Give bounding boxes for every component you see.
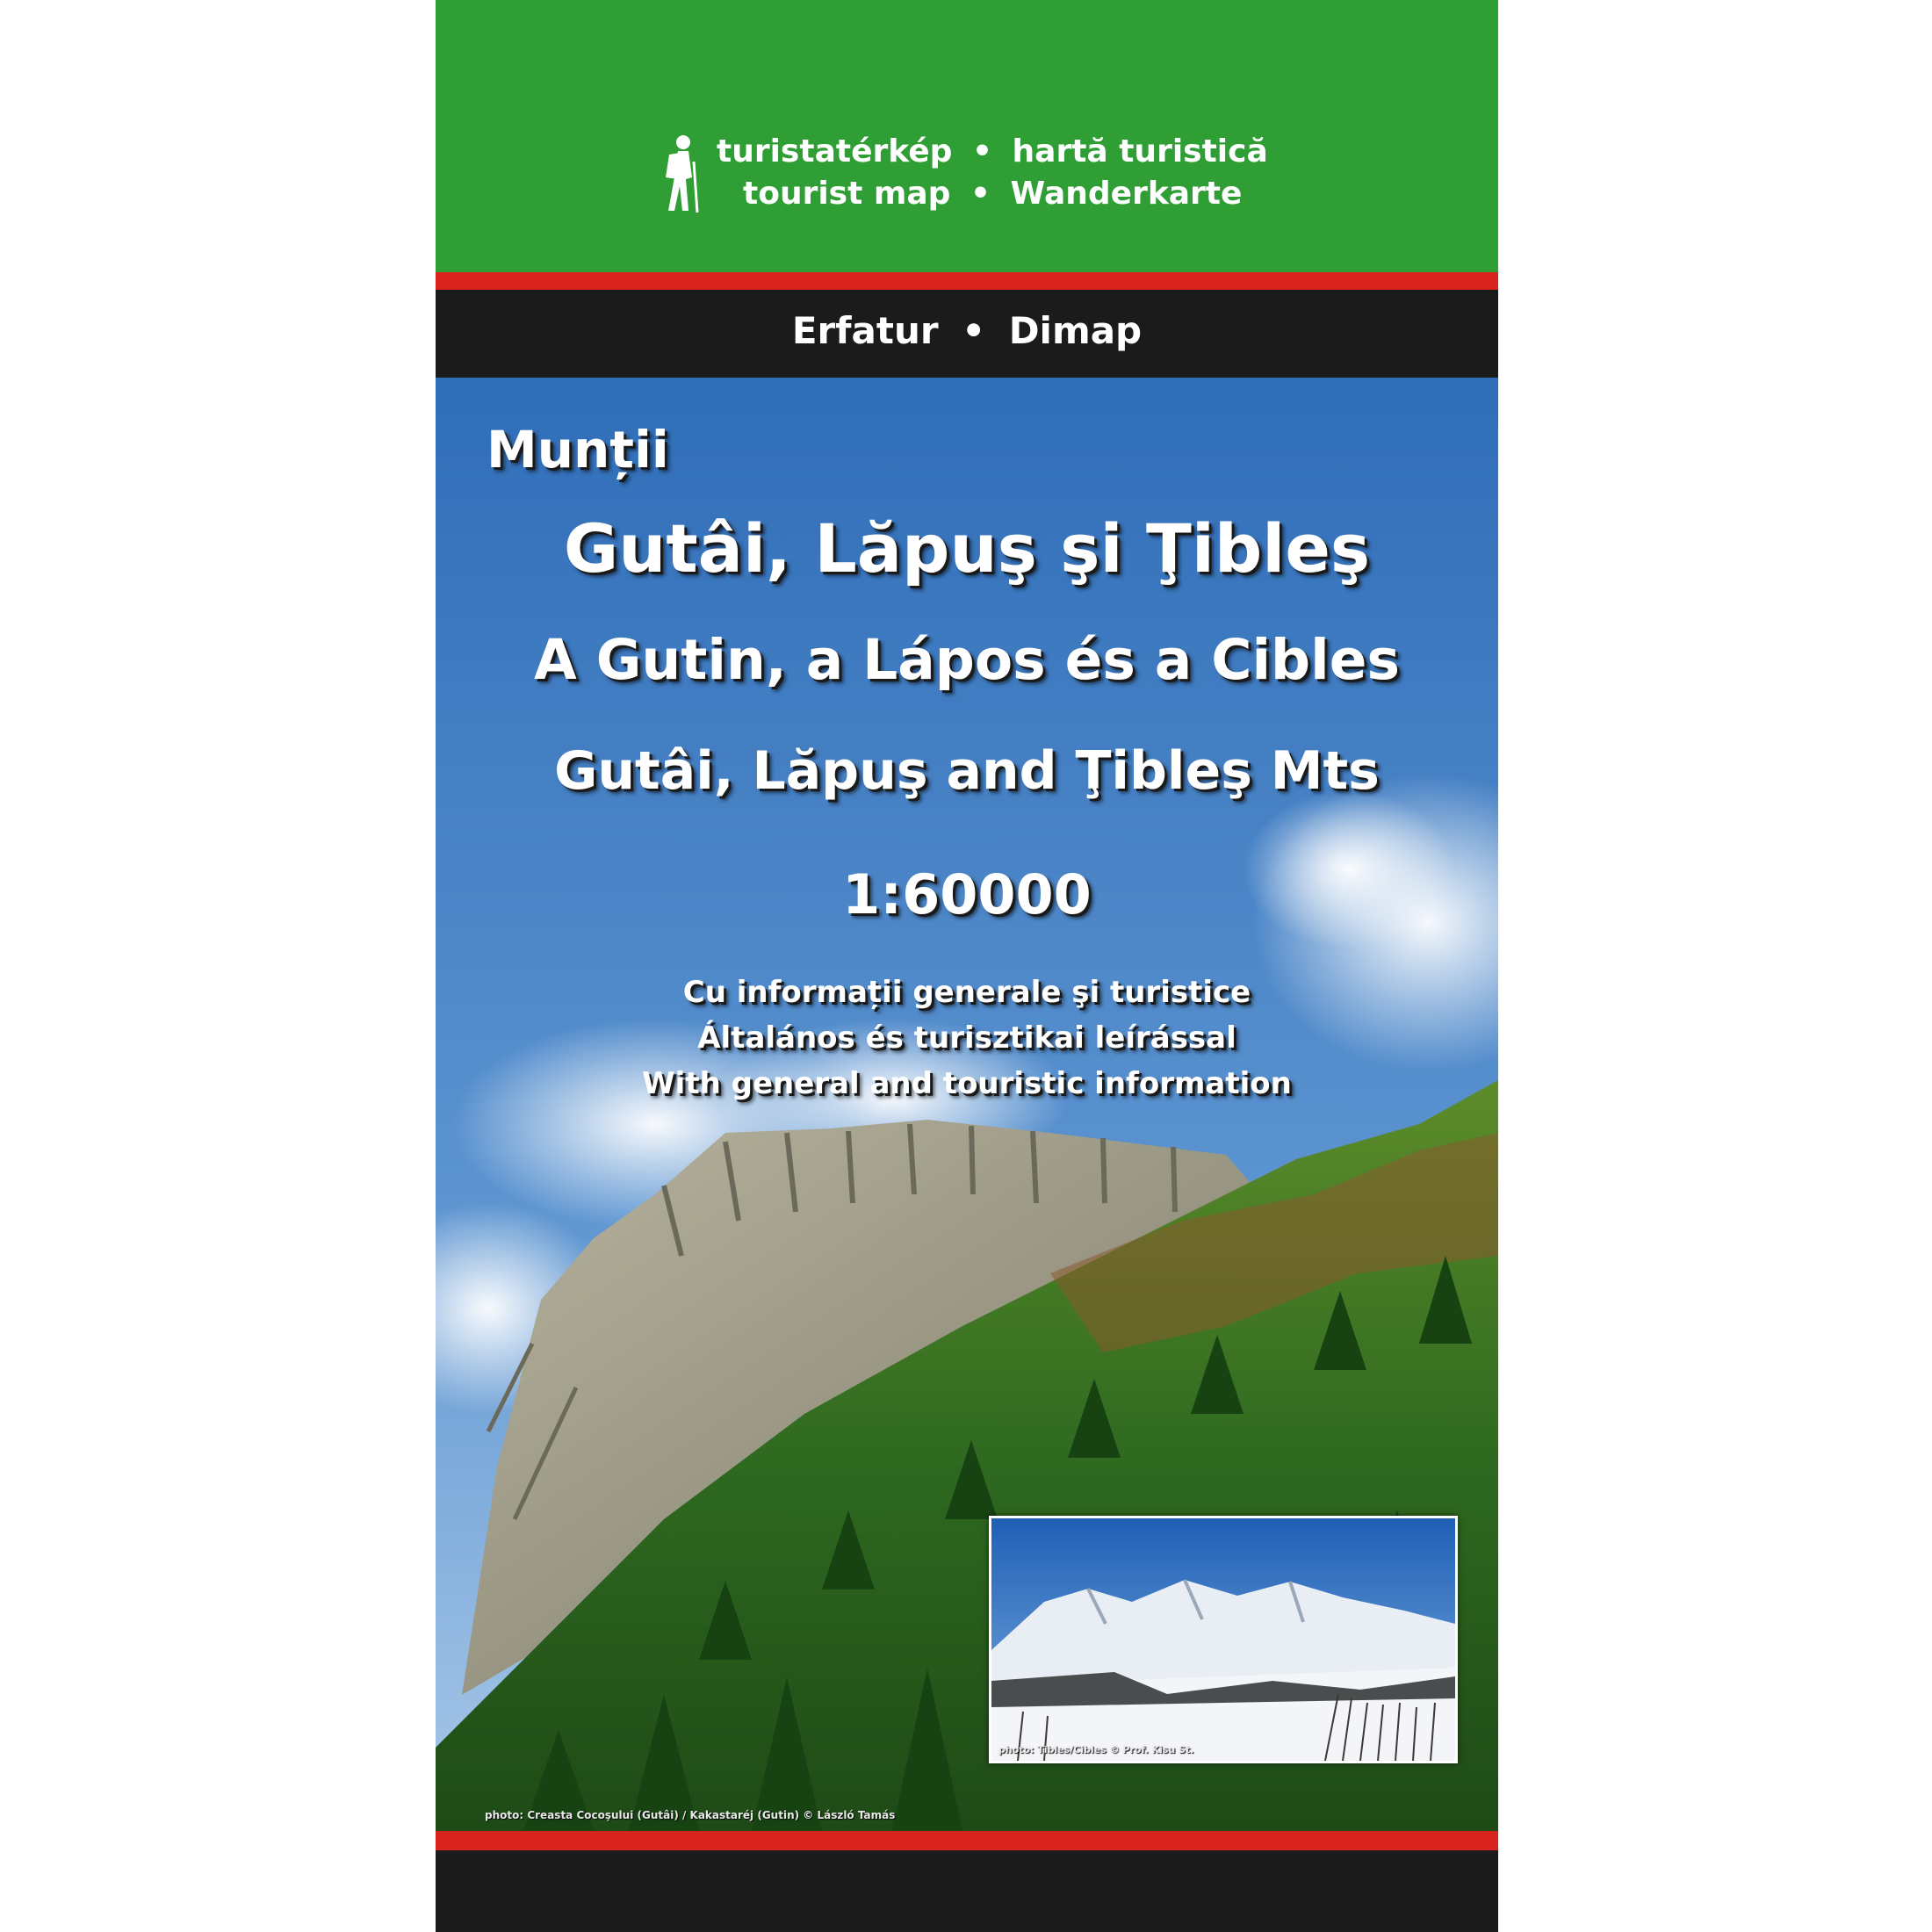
publisher-dimap: Dimap xyxy=(1008,309,1143,352)
separator-dot: • xyxy=(970,176,991,212)
bottom-band xyxy=(436,1850,1498,1932)
label-ro-harta-turistica: hartă turistică xyxy=(1012,133,1268,169)
title-romanian: Gutâi, Lăpuş şi Ţibleş xyxy=(563,509,1371,588)
header-line-2 xyxy=(743,176,1242,212)
red-stripe-bottom xyxy=(436,1831,1498,1850)
title-english: Gutâi, Lăpuş and Ţibleş Mts xyxy=(554,740,1380,802)
info-line-en: With general and touristic information xyxy=(642,1066,1292,1101)
info-line-ro: Cu informații generale şi turistice xyxy=(682,975,1251,1010)
hiker-icon xyxy=(657,133,701,217)
label-de-wanderkarte: Wanderkarte xyxy=(1010,176,1243,212)
inset-winter-mountains xyxy=(991,1518,1455,1761)
inset-photo xyxy=(989,1516,1458,1763)
title-hungarian: A Gutin, a Lápos és a Cibles xyxy=(534,628,1400,692)
info-line-hu: Általános és turisztikai leírással xyxy=(697,1020,1236,1056)
separator-dot: • xyxy=(962,309,986,352)
header-band xyxy=(436,0,1498,272)
publisher-erfatur: Erfatur xyxy=(791,309,939,352)
red-stripe-top xyxy=(436,272,1498,290)
label-en-tourist-map: tourist map xyxy=(743,176,951,212)
inset-photo-credit: photo: Tibles/Cibles © Prof. Kisu St. xyxy=(998,1744,1194,1755)
label-hu-turistaterkep: turistatérkép xyxy=(717,133,953,169)
separator-dot: • xyxy=(971,133,992,169)
publisher-line xyxy=(436,309,1498,352)
title-prefix: Munții xyxy=(487,420,669,479)
header-line-1 xyxy=(717,133,1268,169)
map-cover xyxy=(436,0,1498,1932)
publisher-band xyxy=(436,290,1498,378)
main-photo-credit: photo: Creasta Cocoşului (Gutâi) / Kakastaréj (Gutin) © László Tamás xyxy=(485,1809,896,1821)
map-scale: 1:60000 xyxy=(842,862,1092,926)
